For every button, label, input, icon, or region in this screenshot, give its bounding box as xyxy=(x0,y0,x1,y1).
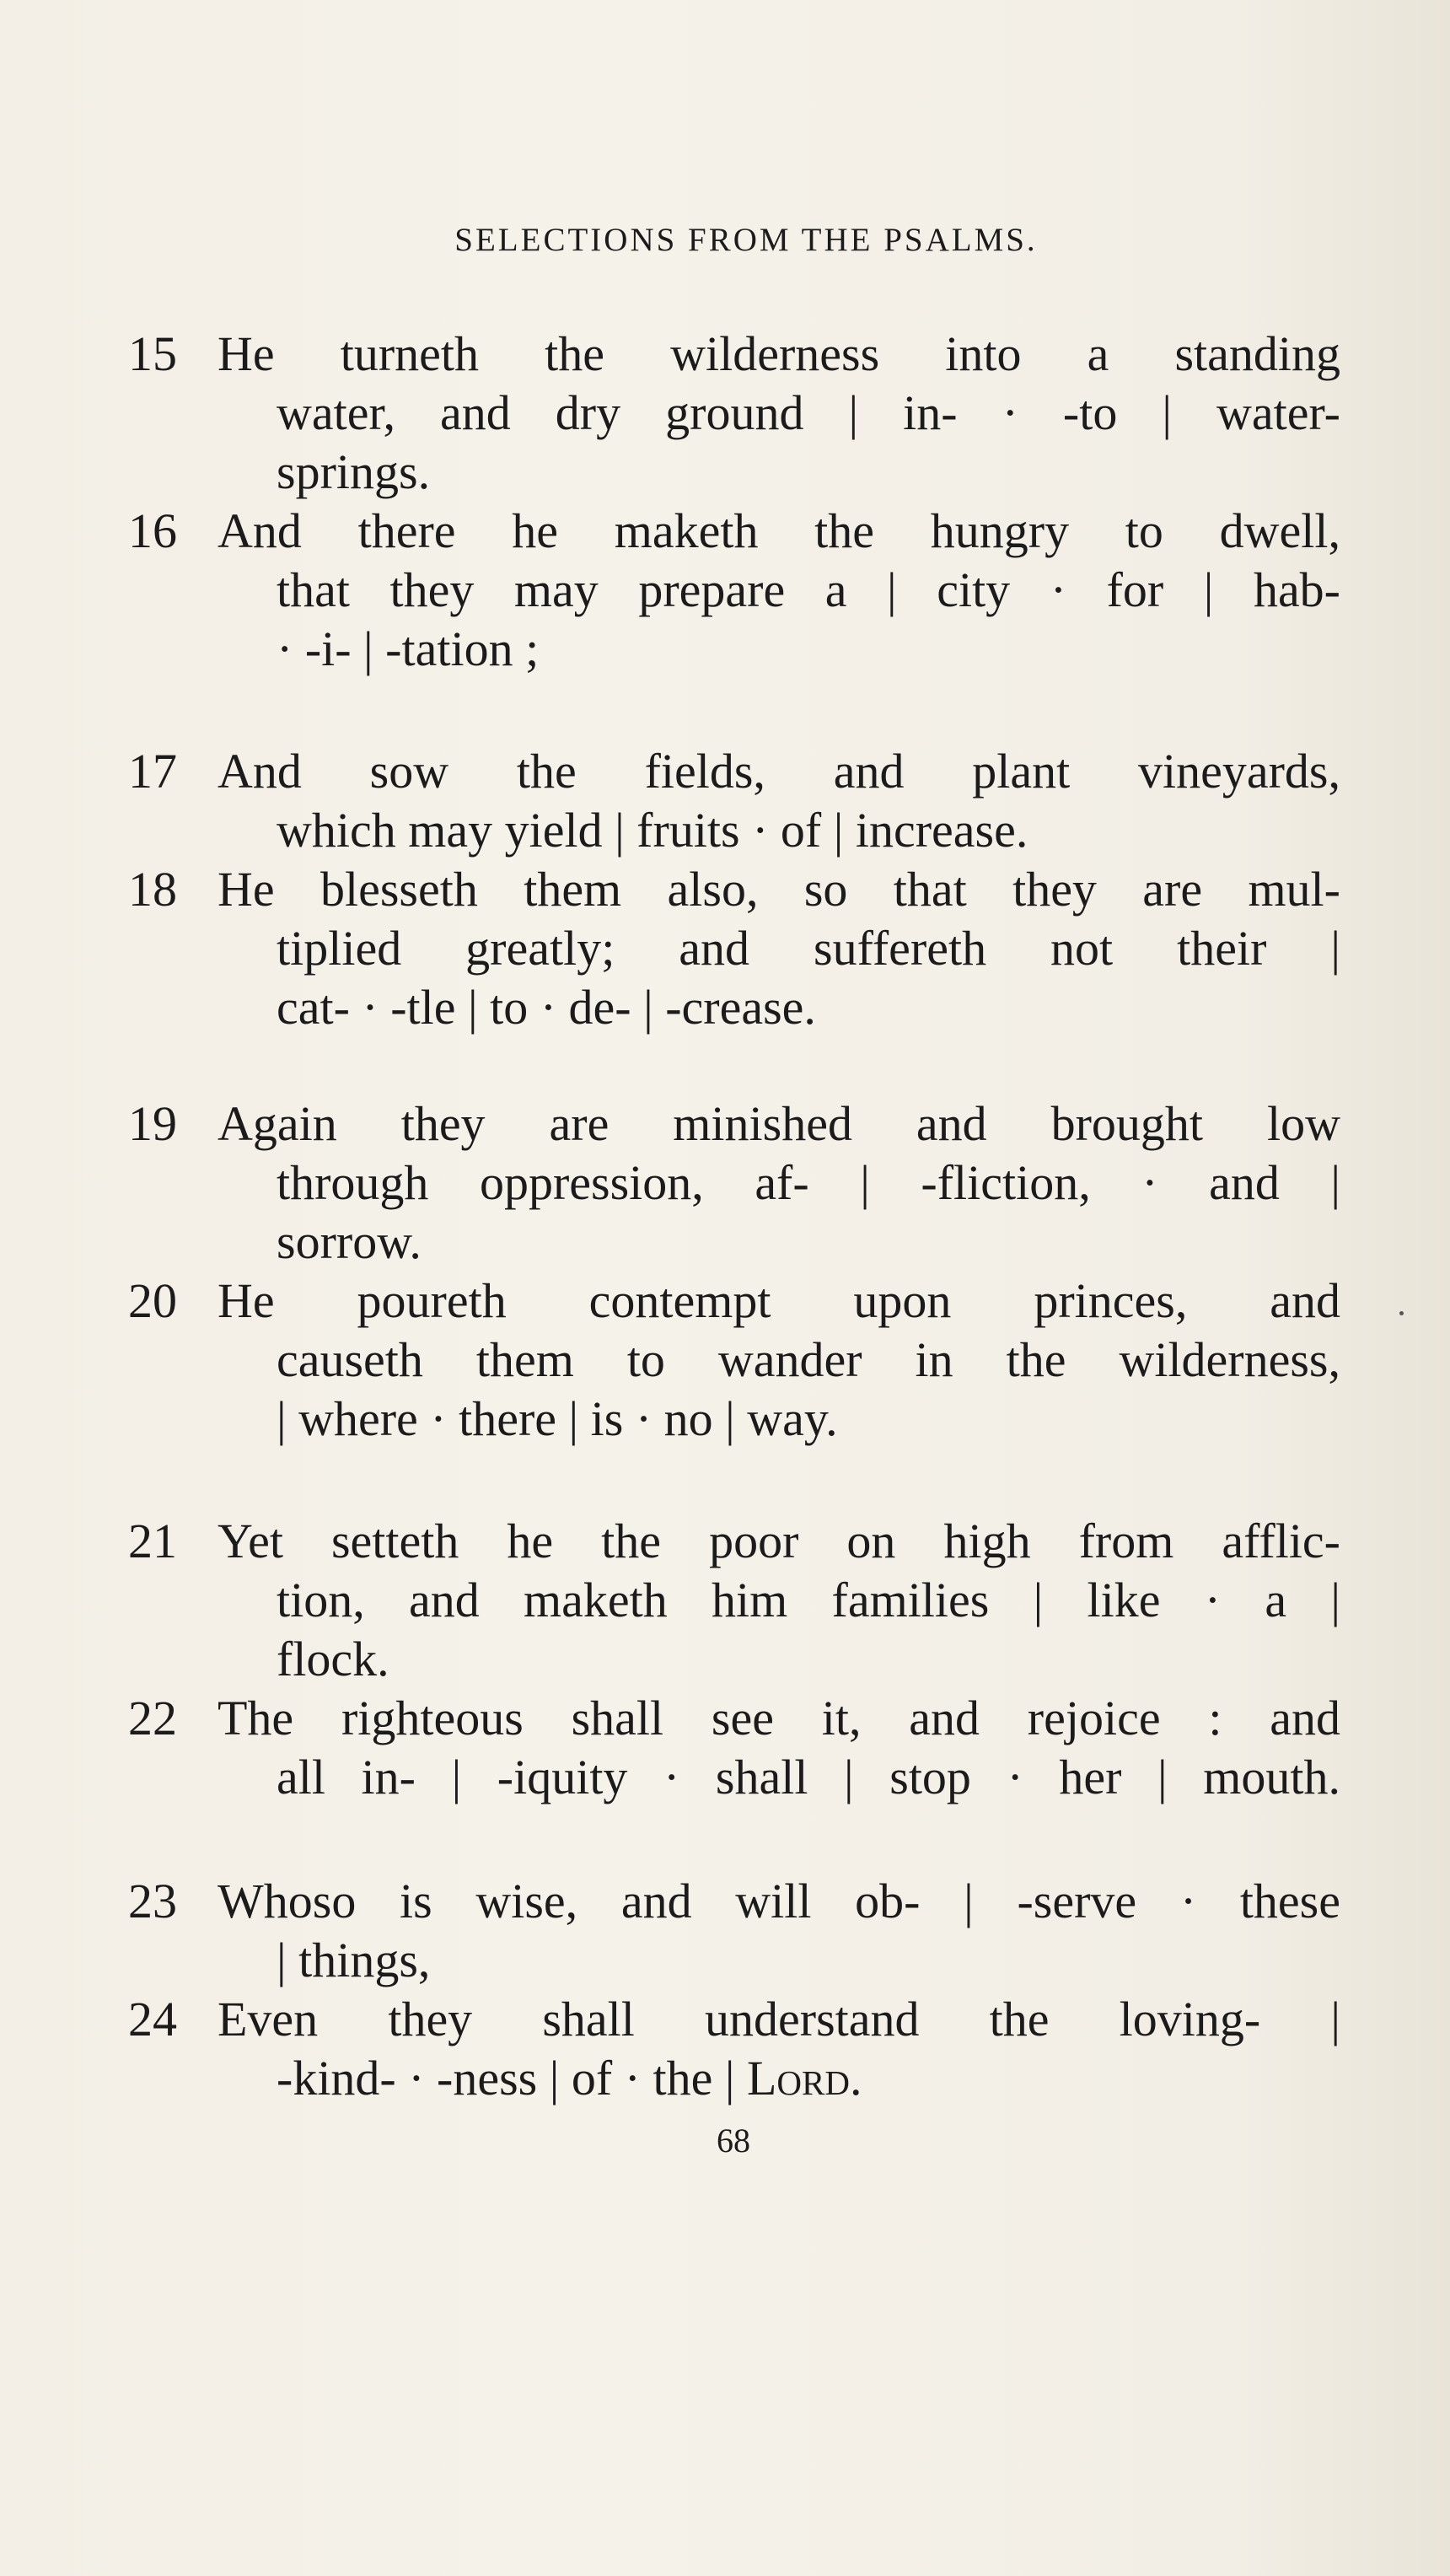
verse-line: | where · there | is · no | way. xyxy=(277,1391,838,1446)
verse-number: 16 xyxy=(128,503,177,558)
verse-number: 20 xyxy=(128,1273,177,1328)
verse-line: Yet setteth he the poor on high from afflic- xyxy=(218,1514,1340,1568)
verse-line: flock. xyxy=(277,1632,389,1686)
verse-line: And there he maketh the hungry to dwell, xyxy=(218,503,1340,558)
verse-line: | things, xyxy=(277,1933,431,1987)
page-number: 68 xyxy=(717,2122,750,2159)
verse-line: · -i- | -tation ; xyxy=(277,621,540,676)
verse-line: And sow the fields, and plant vineyards, xyxy=(218,744,1340,799)
verse-line: The righteous shall see it, and rejoice : and xyxy=(218,1691,1340,1745)
verse-number: 21 xyxy=(128,1514,177,1568)
lord-smallcaps: Lord. xyxy=(746,2051,862,2105)
verse-line: Even they shall understand the loving- | xyxy=(218,1992,1340,2046)
verse-line-text: -kind- · -ness | of · the | xyxy=(277,2051,735,2105)
verse-line: sorrow. xyxy=(277,1214,422,1269)
verse-line: which may yield | fruits · of | increase. xyxy=(277,803,1028,858)
ink-speck xyxy=(1399,1311,1404,1315)
verse-line: Again they are minished and brought low xyxy=(218,1096,1340,1151)
verse-number: 18 xyxy=(128,862,177,917)
verse-number: 19 xyxy=(128,1096,177,1151)
verse-line: water, and dry ground | in- · -to | water- xyxy=(277,385,1340,440)
verse-line: Whoso is wise, and will ob- | -serve · these xyxy=(218,1874,1340,1928)
verse-line: cat- · -tle | to · de- | -crease. xyxy=(277,980,816,1035)
verse-line: He poureth contempt upon princes, and xyxy=(218,1273,1340,1328)
verse-line: He blesseth them also, so that they are mul- xyxy=(218,862,1340,917)
verse-line xyxy=(277,2049,1340,2108)
verse-number: 17 xyxy=(128,744,177,799)
verse-number: 23 xyxy=(128,1874,177,1928)
verse-line: tiplied greatly; and suffereth not their | xyxy=(277,921,1340,976)
verse-number: 22 xyxy=(128,1691,177,1745)
verse-number: 15 xyxy=(128,326,177,381)
verse-number: 24 xyxy=(128,1992,177,2046)
verse-line: that they may prepare a | city · for | hab- xyxy=(277,562,1340,617)
verse-line: through oppression, af- | -fliction, · and | xyxy=(277,1155,1340,1210)
running-head: SELECTIONS FROM THE PSALMS. xyxy=(454,222,1038,258)
verse-line: all in- | -iquity · shall | stop · her | mouth. xyxy=(277,1750,1340,1804)
verse-line: springs. xyxy=(277,444,431,499)
verse-line: tion, and maketh him families | like · a | xyxy=(277,1573,1340,1627)
verse-line: causeth them to wander in the wilderness, xyxy=(277,1332,1340,1387)
verse-line: He turneth the wilderness into a standing xyxy=(218,326,1340,381)
